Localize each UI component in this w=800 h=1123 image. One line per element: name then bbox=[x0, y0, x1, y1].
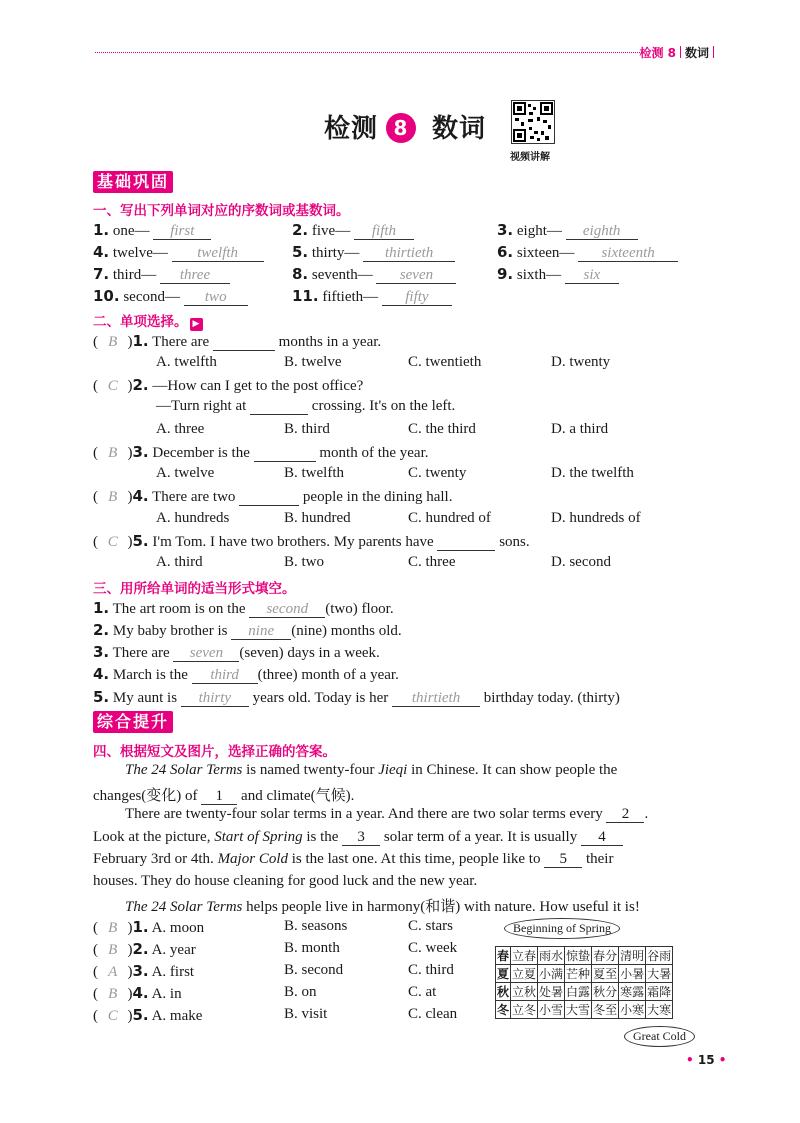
option: B. twelve bbox=[284, 354, 342, 370]
list-item: 9. sixth— six bbox=[497, 265, 619, 284]
answer-blank[interactable]: seven bbox=[376, 267, 456, 284]
answer-blank[interactable]: thirtieth bbox=[363, 245, 455, 262]
list-item: 6. sixteen— sixteenth bbox=[497, 243, 678, 262]
answer-blank[interactable]: third bbox=[192, 667, 258, 684]
answer-blank[interactable]: sixteenth bbox=[578, 245, 678, 262]
option: C. the third bbox=[408, 421, 476, 437]
list-item: 1. one— first bbox=[93, 221, 211, 240]
answer-mark[interactable]: B bbox=[108, 334, 118, 350]
answer-mark[interactable]: B bbox=[108, 942, 118, 958]
answer-blank[interactable] bbox=[239, 489, 299, 506]
option: B. visit bbox=[284, 1006, 328, 1022]
part4-heading: 四、根据短文及图片，选择正确的答案。 bbox=[93, 744, 336, 760]
blank-number[interactable]: 4 bbox=[581, 829, 623, 846]
list-item: 8. seventh— seven bbox=[292, 265, 456, 284]
answer-mark[interactable]: B bbox=[108, 489, 118, 505]
page-title bbox=[324, 108, 486, 145]
question-row: ( B )1. A. moon bbox=[93, 918, 205, 936]
answer-blank[interactable] bbox=[437, 534, 495, 551]
passage-line: changes(变化) of 1 and climate(气候). bbox=[93, 788, 355, 804]
answer-blank[interactable]: nine bbox=[231, 623, 291, 640]
table-row: 秋 立秋 处暑 白露 秋分 寒露 霜降 bbox=[496, 983, 673, 1001]
option: A. hundreds bbox=[156, 510, 230, 526]
title-prefix: 检测 bbox=[324, 114, 379, 144]
passage-line: The 24 Solar Terms is named twenty-four Jieqi in Chinese. It can show people the bbox=[125, 762, 618, 778]
question-row: ( B )4. A. in bbox=[93, 984, 182, 1002]
header-tab bbox=[639, 44, 718, 61]
list-item: 4. twelve— twelfth bbox=[93, 243, 264, 262]
option: C. clean bbox=[408, 1006, 458, 1022]
option: B. hundred bbox=[284, 510, 351, 526]
table-row: 春 立春 雨水 惊蛰 春分 清明 谷雨 bbox=[496, 947, 673, 965]
answer-blank[interactable]: first bbox=[153, 223, 211, 240]
option: A. twelfth bbox=[156, 354, 217, 370]
passage-line: February 3rd or 4th. Major Cold is the last one. At this time, people like to 5 their bbox=[93, 851, 614, 867]
answer-mark[interactable]: A bbox=[108, 964, 118, 980]
question-row: ( C )5. A. make bbox=[93, 1006, 203, 1024]
option: B. twelfth bbox=[284, 465, 344, 481]
option: B. month bbox=[284, 940, 340, 956]
option: C. three bbox=[408, 554, 456, 570]
table-row: 冬 立冬 小雪 大雪 冬至 小寒 大寒 bbox=[496, 1001, 673, 1019]
answer-blank[interactable]: two bbox=[184, 289, 248, 306]
header-divider-end bbox=[713, 46, 714, 58]
list-item: 7. third— three bbox=[93, 265, 230, 284]
answer-blank[interactable]: three bbox=[160, 267, 230, 284]
option: C. twentieth bbox=[408, 354, 482, 370]
question-row: ( C )2. —How can I get to the post office? bbox=[93, 376, 364, 394]
list-item: 5. thirty— thirtieth bbox=[292, 243, 455, 262]
answer-blank[interactable]: eighth bbox=[566, 223, 638, 240]
answer-blank[interactable] bbox=[213, 334, 275, 351]
list-item: 2. My baby brother is nine (nine) months old. bbox=[93, 621, 402, 639]
blank-number[interactable]: 3 bbox=[342, 829, 380, 846]
title-number-badge: 8 bbox=[386, 113, 416, 143]
list-item: 4. March is the third (three) month of a year. bbox=[93, 665, 399, 683]
part2-heading: 二、单项选择。 ▶ bbox=[93, 310, 203, 331]
answer-blank[interactable] bbox=[250, 398, 308, 415]
header-divider bbox=[680, 46, 681, 58]
option: C. week bbox=[408, 940, 458, 956]
answer-blank[interactable] bbox=[254, 445, 316, 462]
option: B. two bbox=[284, 554, 325, 570]
page-number: • 15 • bbox=[686, 1053, 727, 1067]
section-tag-basic: 基础巩固 bbox=[93, 171, 173, 193]
option: D. a third bbox=[551, 421, 609, 437]
qr-caption: 视频讲解 bbox=[510, 152, 550, 163]
passage-line: The 24 Solar Terms helps people live in harmony(和谐) with nature. How useful it is! bbox=[125, 899, 640, 915]
list-item: 11. fiftieth— fifty bbox=[292, 287, 452, 306]
passage-line: There are twenty-four solar terms in a year. And there are two solar terms every 2 . bbox=[125, 806, 649, 822]
answer-mark[interactable]: C bbox=[107, 378, 118, 394]
option: C. twenty bbox=[408, 465, 467, 481]
part3-heading: 三、用所给单词的适当形式填空。 bbox=[93, 581, 296, 597]
question-row: ( A )3. A. first bbox=[93, 962, 195, 980]
blank-number[interactable]: 2 bbox=[606, 806, 644, 823]
option: D. the twelfth bbox=[551, 465, 634, 481]
option: C. third bbox=[408, 962, 454, 978]
question-line: —Turn right at crossing. It's on the left. bbox=[156, 398, 456, 414]
list-item: 1. The art room is on the second (two) floor. bbox=[93, 599, 394, 617]
passage-line: houses. They do house cleaning for good luck and the new year. bbox=[93, 873, 478, 889]
passage-line: Look at the picture, Start of Spring is the 3 solar term of a year. It is usually 4 bbox=[93, 829, 623, 846]
answer-blank[interactable]: second bbox=[249, 601, 325, 618]
option: C. at bbox=[408, 984, 437, 1000]
title-suffix: 数词 bbox=[432, 114, 487, 144]
answer-blank[interactable]: six bbox=[565, 267, 619, 284]
label-great-cold: Great Cold bbox=[624, 1026, 695, 1047]
option: A. twelve bbox=[156, 465, 215, 481]
option: A. three bbox=[156, 421, 205, 437]
option: B. on bbox=[284, 984, 317, 1000]
header-right: 数词 bbox=[684, 46, 709, 60]
blank-number[interactable]: 1 bbox=[201, 788, 237, 805]
option: C. stars bbox=[408, 918, 453, 934]
answer-mark[interactable]: B bbox=[108, 445, 118, 461]
option: B. second bbox=[284, 962, 344, 978]
answer-blank[interactable]: thirty bbox=[181, 690, 249, 707]
question-row: ( B )3. December is the month of the year. bbox=[93, 443, 429, 461]
answer-blank[interactable]: seven bbox=[173, 645, 239, 662]
list-item: 5. My aunt is thirty years old. Today is her thirtieth birthday today. (thirty) bbox=[93, 688, 620, 706]
option: D. twenty bbox=[551, 354, 611, 370]
table-row: 夏 立夏 小满 芒种 夏至 小暑 大暑 bbox=[496, 965, 673, 983]
answer-mark[interactable]: C bbox=[107, 534, 118, 550]
part1-heading: 一、写出下列单词对应的序数词或基数词。 bbox=[93, 203, 350, 219]
answer-blank[interactable]: twelfth bbox=[172, 245, 264, 262]
list-item: 3. There are seven (seven) days in a week. bbox=[93, 643, 380, 661]
question-row: ( B )2. A. year bbox=[93, 940, 196, 958]
question-row: ( B )1. There are months in a year. bbox=[93, 332, 382, 350]
list-item: 10. second— two bbox=[93, 287, 248, 306]
play-video-icon[interactable]: ▶ bbox=[190, 318, 203, 331]
option: B. third bbox=[284, 421, 330, 437]
header-rule bbox=[95, 52, 640, 53]
qr-code-icon[interactable] bbox=[511, 100, 555, 144]
option: C. hundred of bbox=[408, 510, 491, 526]
answer-blank[interactable]: thirtieth bbox=[392, 690, 480, 707]
answer-mark[interactable]: C bbox=[107, 1008, 118, 1024]
option: D. second bbox=[551, 554, 611, 570]
option: A. third bbox=[156, 554, 203, 570]
answer-mark[interactable]: B bbox=[108, 920, 118, 936]
option: D. hundreds of bbox=[551, 510, 641, 526]
option: B. seasons bbox=[284, 918, 348, 934]
label-beginning-of-spring: Beginning of Spring bbox=[504, 918, 620, 939]
blank-number[interactable]: 5 bbox=[544, 851, 582, 868]
answer-mark[interactable]: B bbox=[108, 986, 118, 1002]
answer-blank[interactable]: fifty bbox=[382, 289, 452, 306]
question-row: ( C )5. I'm Tom. I have two brothers. My parents have sons. bbox=[93, 532, 530, 550]
solar-terms-table bbox=[495, 946, 673, 1019]
section-tag-advanced: 综合提升 bbox=[93, 711, 173, 733]
header-left: 检测 8 bbox=[639, 46, 676, 60]
question-row: ( B )4. There are two people in the dining hall. bbox=[93, 487, 453, 505]
list-item: 3. eight— eighth bbox=[497, 221, 638, 240]
list-item: 2. five— fifth bbox=[292, 221, 414, 240]
answer-blank[interactable]: fifth bbox=[354, 223, 414, 240]
